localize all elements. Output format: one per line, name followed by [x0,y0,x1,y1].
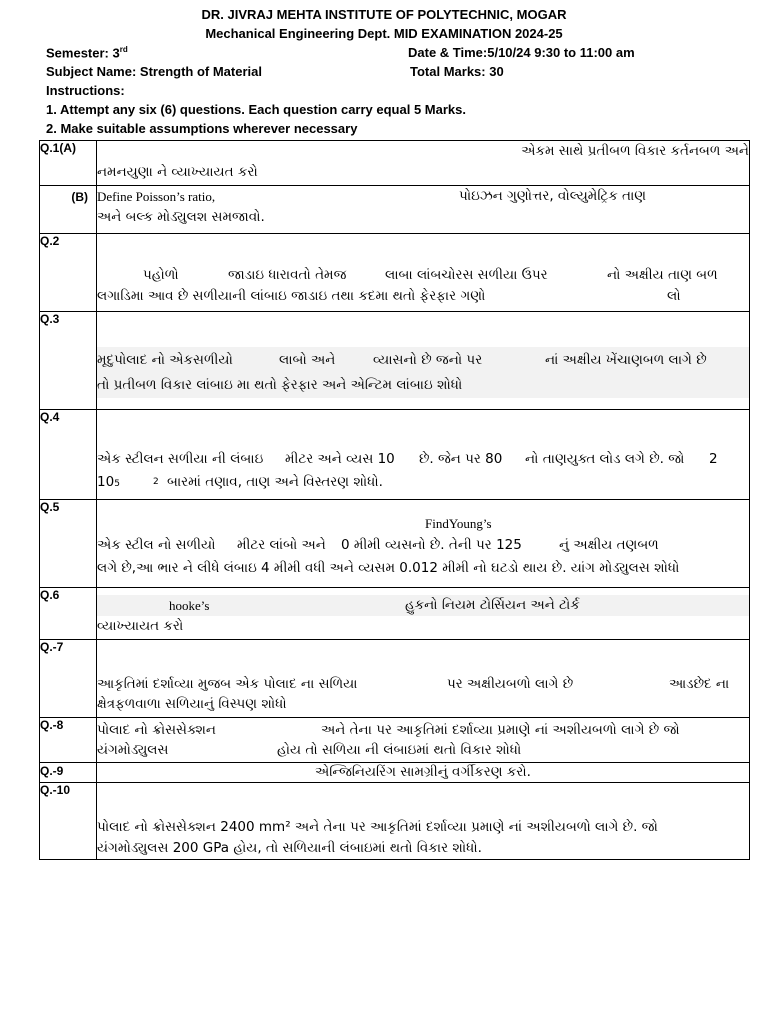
question-text: એક સ્ટીલન સળીયા ની લંબાઇ [97,451,264,467]
question-number [40,186,97,234]
question-text: હુકનો નિયમ ટોર્સિયન અને ટોર્ક [405,597,580,613]
question-text: વ્યાસનો છે જનો પર [373,352,483,368]
question-text: આકૃતિમાં દર્શાવ્યા મુજબ એક પોલાદ ના સળિયા [97,676,358,692]
date-time: Date & Time:5/10/24 9:30 to 11:00 am [408,45,635,60]
question-text: અને બલ્ક મોડ્યુલશ સમજાવો. [97,209,265,225]
question-row [40,234,750,312]
department-exam-line: Mechanical Engineering Dept. MID EXAMINATION 2024-25 [205,26,563,41]
question-text: પોઇઝન ગુણોત્તર, વોલ્યુમેટ્રિક તાણ [459,188,647,204]
question-text: એકમ સાથે પ્રતીબળ વિકાર કર્તનબળ અને [521,143,749,159]
question-number: Q.5 [40,500,97,588]
question-body [97,783,750,860]
subject-name: Subject Name: Strength of Material [46,64,262,79]
question-row [40,718,750,763]
question-text: જાડાઇ ધારાવતો તેમજ [228,267,347,283]
question-row [40,141,750,186]
question-row [40,410,750,500]
question-text: નો અક્ષીય તાણ બળ [607,267,718,283]
question-number: Q.-10 [40,783,97,860]
english-term: FindYoung’s [425,516,492,531]
question-row [40,640,750,718]
question-body [97,588,750,640]
question-number: Q.1(A) [40,141,97,186]
question-text: એક સ્ટીલ નો સળીયો [97,537,216,553]
question-number: Q.4 [40,410,97,500]
question-number: Q.3 [40,312,97,410]
question-text: પોલાદ નો ક્રોસસેક્શન [97,722,216,738]
question-text: પોલાદ નો ક્રોસસેક્શન 2400 mm² અને તેના પર આકૃતિમાં દર્શાવ્યા પ્રમાણે નાં અશીયબળો લાગે છે. જો [97,819,658,835]
question-text: તો પ્રતીબળ વિકાર લાંબાઇ મા થતો ફેરફાર અને એન્ટિમ લાંબાઇ શોધો [97,373,749,398]
instruction-2: 2. Make suitable assumptions wherever necessary [46,121,358,136]
instructions-label: Instructions: [46,83,125,98]
question-body [97,141,750,186]
question-body [97,500,750,588]
question-text: 5 [114,479,120,489]
question-text: નમનયુણા ને વ્યાખ્યાયત કરો [97,164,258,180]
question-text: આડછેદ ના [669,676,730,692]
question-text: નું અક્ષીય તણબળ [559,537,659,553]
question-text: 2 [709,451,718,467]
question-number: Q.-9 [40,763,97,783]
question-text: છે. જેન પર 80 [419,451,503,467]
question-text: મીટર અને વ્યસ 10 [285,451,395,467]
question-row [40,763,750,783]
question-text: 10 [97,474,115,490]
question-body: એન્જિનિયરિંગ સામગ્રીનું વર્ગીકરણ કરો. [97,763,750,783]
question-row [40,186,750,234]
question-row [40,588,750,640]
question-text: વ્યાખ્યાયત કરો [97,618,184,634]
question-text: નો તાણયુક્ત લોડ લગે છે. જો [525,451,685,467]
question-text: પર અક્ષીયબળો લાગે છે [447,676,574,692]
question-number: Q.6 [40,588,97,640]
question-text: 0 મીમી વ્યસનો છે. તેની પર 125 [341,537,522,553]
question-text: 2 [153,477,159,487]
instruction-1: 1. Attempt any six (6) questions. Each question carry equal 5 Marks. [46,102,466,117]
question-text: બારમાં તણાવ, તાણ અને વિસ્તરણ શોધો. [167,474,383,490]
question-text: લગે છે,આ ભાર ને લીધે લંબાઇ 4 મીમી વધી અને વ્યસમ 0.012 મીમી નો ઘટડો થાય છે. યાંગ મોડ્યુલસ શોધો [97,560,680,576]
question-number: Q.2 [40,234,97,312]
question-body [97,186,750,234]
question-text: યંગમોડ્યુલસ 200 GPa હોય, તો સળિયાની લંબાઇમાં થતો વિકાર શોધો. [97,840,482,856]
question-text: પહોળો [143,267,179,283]
question-row [40,783,750,860]
sub-question-label: (B) [71,190,88,204]
question-row [40,500,750,588]
question-text: મૃદુપોલાદ નો એકસળીયો [97,352,233,368]
semester: Semester: 3rd [46,45,128,61]
question-body [97,410,750,500]
question-text: લગાડિમા આવ છે સળીયાની લાંબાઇ જાડાઇ તથા કદમા થતો ફેરફાર ગણો [97,288,486,304]
institute-title: DR. JIVRAJ MEHTA INSTITUTE OF POLYTECHNIC, MOGAR [201,7,567,22]
english-term: hooke’s [169,598,210,613]
question-text: યંગમોડ્યુલસ [97,742,169,758]
question-text: લો [667,288,681,304]
question-number: Q.-7 [40,640,97,718]
english-term: Define Poisson’s ratio, [97,189,216,204]
question-body [97,640,750,718]
question-body [97,234,750,312]
question-text: અને તેના પર આકૃતિમાં દર્શાવ્યા પ્રમાણે નાં અશીયબળો લાગે છે જો [321,722,680,738]
question-body [97,312,750,410]
question-text: લાબા લાંબચોરસ સળીયા ઉપર [385,267,548,283]
question-number: Q.-8 [40,718,97,763]
question-text: ક્ષેત્રફળવાળા સળિયાનું વિસ્પણ શોધો [97,696,287,712]
question-body [97,718,750,763]
questions-table [39,140,750,860]
question-text: મીટર લાંબો અને [237,537,326,553]
question-text: નાં અક્ષીય ખેંચાણબળ લાગે છે [545,352,707,368]
question-text: હોય તો સળિયા ની લંબાઇમાં થતો વિકાર શોધો [277,742,522,758]
question-row [40,312,750,410]
question-text: લાબો અને [279,352,336,368]
total-marks: Total Marks: 30 [410,64,504,79]
